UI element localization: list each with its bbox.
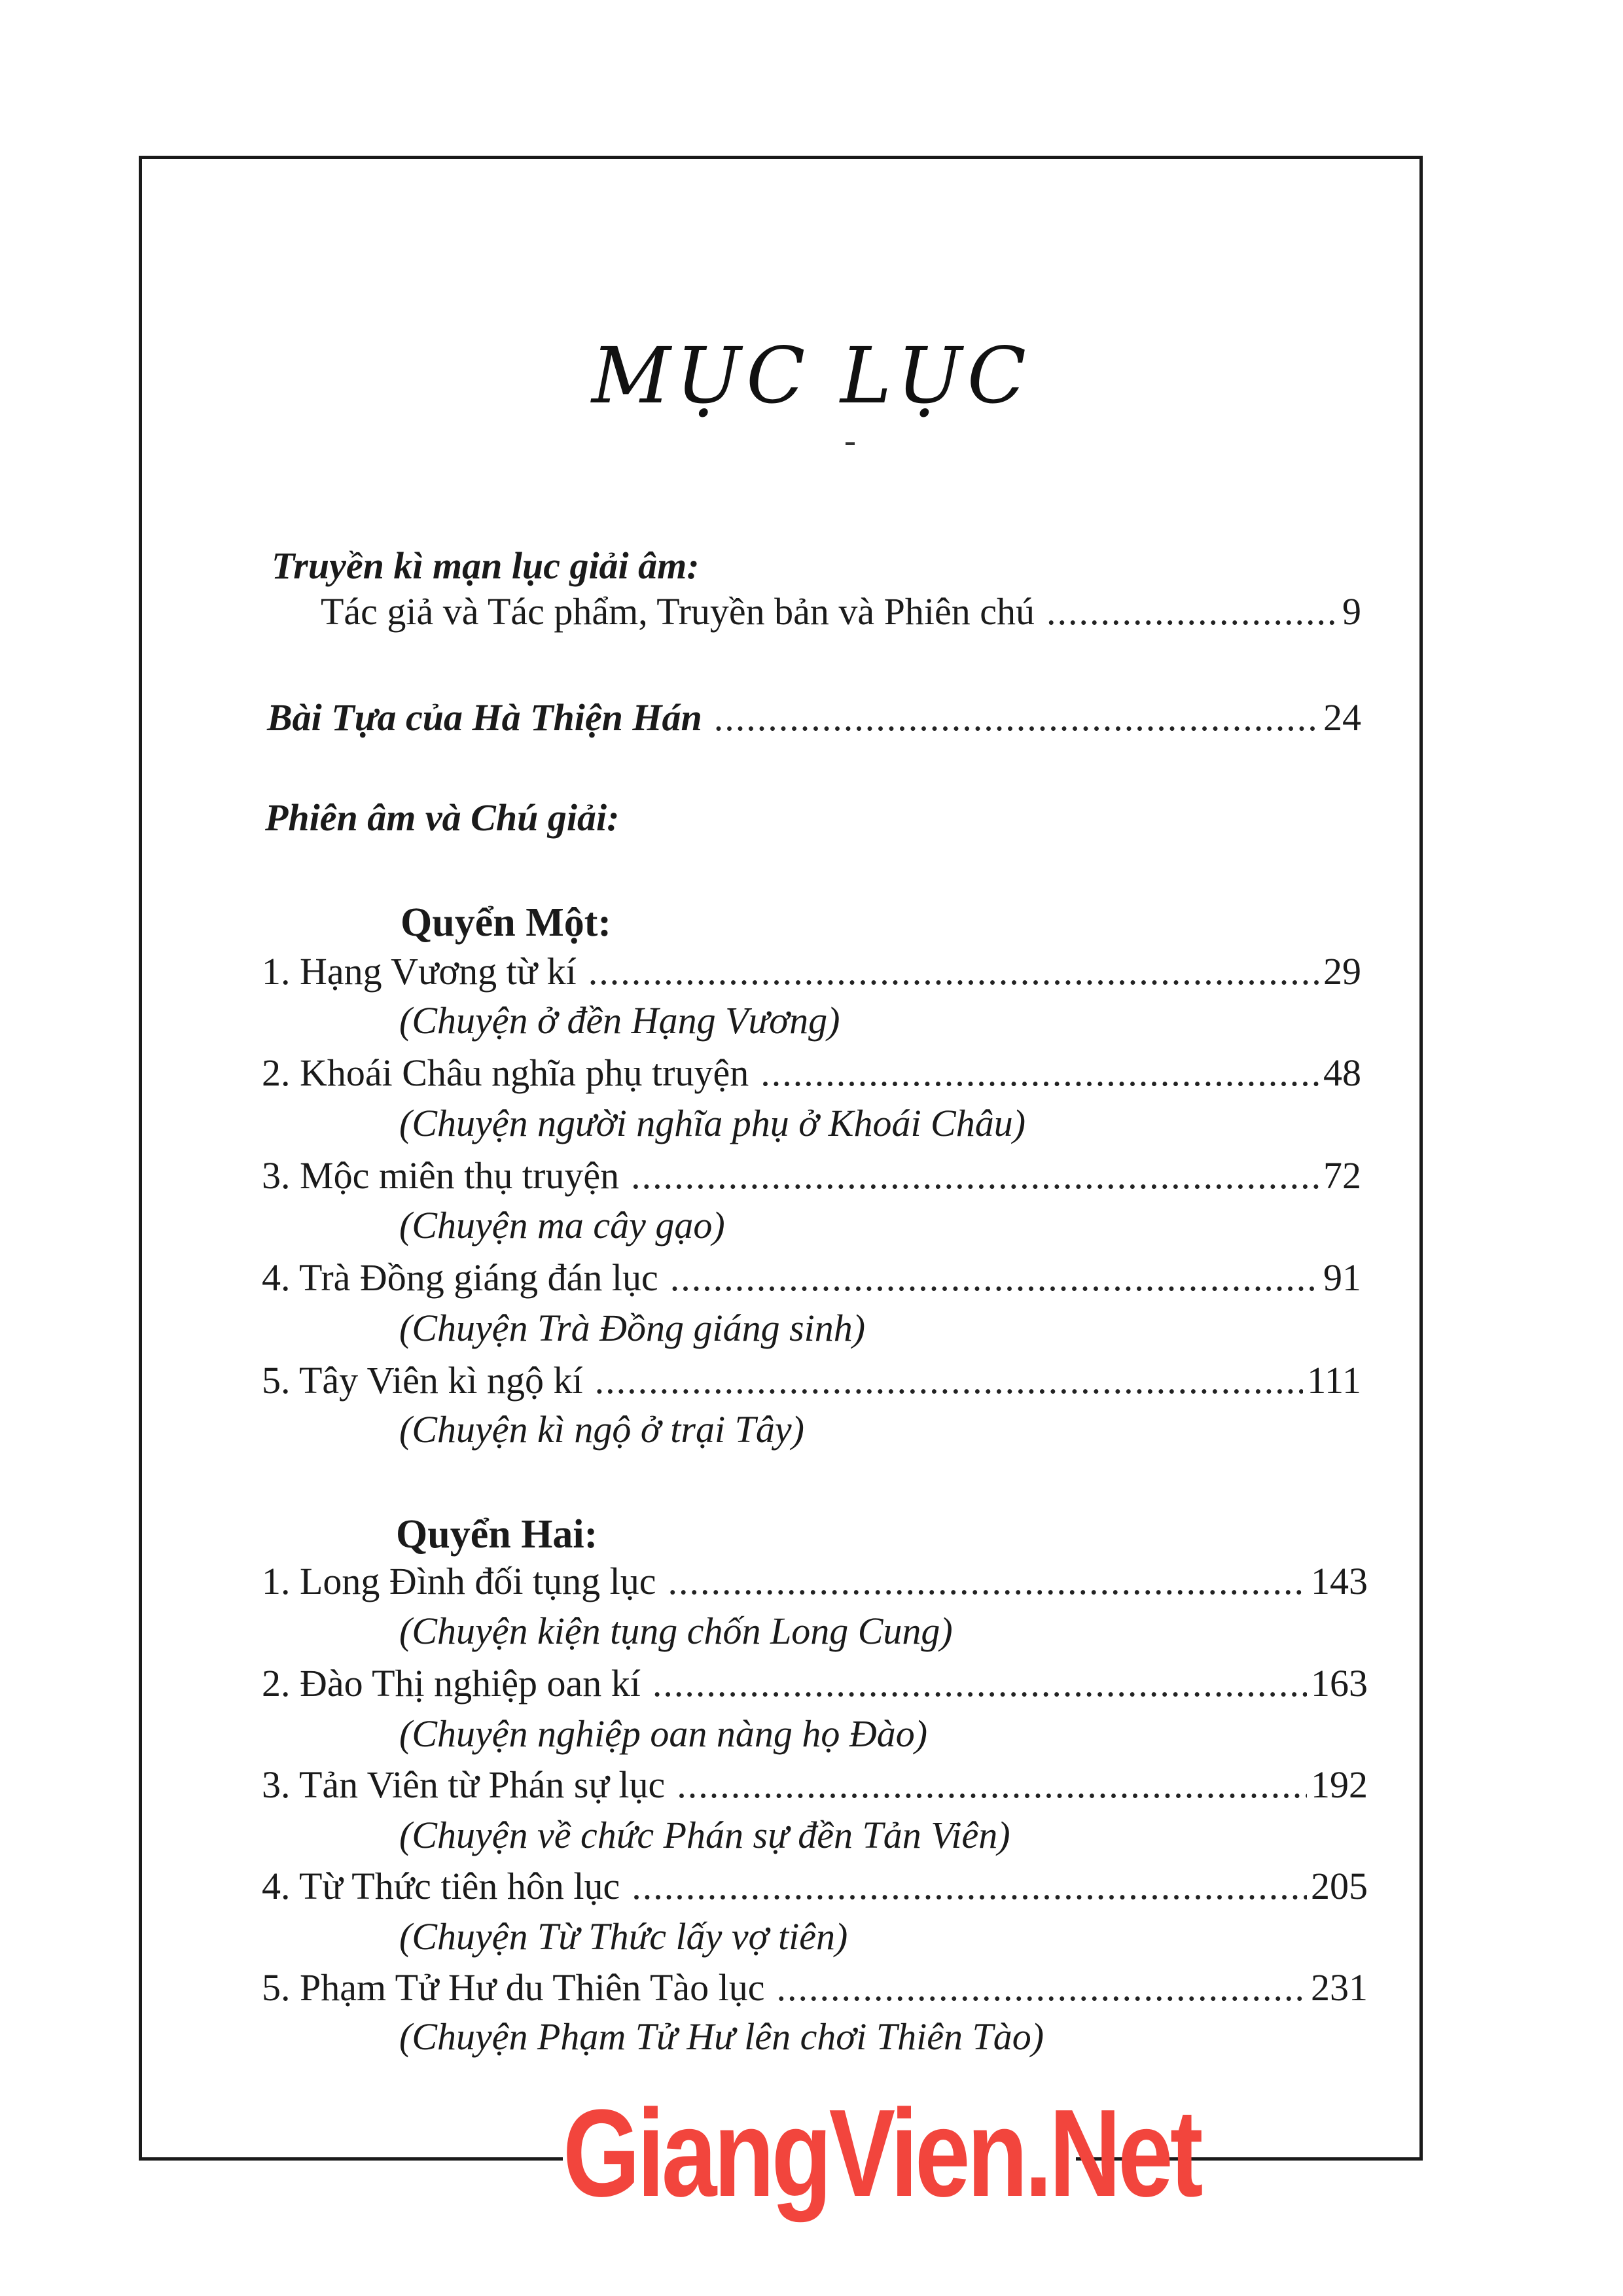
watermark-logo: GiangVien.Net — [563, 2084, 1200, 2223]
toc-entry-subtitle: (Chuyện kì ngộ ở trại Tây) — [399, 1408, 804, 1451]
book-two-heading: Quyển Hai: — [396, 1512, 598, 1557]
toc-entry-page: 24 — [1323, 696, 1361, 739]
toc-entry-page: 231 — [1311, 1966, 1368, 2009]
toc-entry-title: 1. Long Đình đối tụng lục — [262, 1560, 656, 1602]
title-ornament — [846, 442, 855, 445]
toc-entry-title: 1. Hạng Vương từ kí — [262, 950, 577, 993]
leader-dots — [714, 688, 1319, 747]
intro-heading: Truyền kì mạn lục giải âm: — [272, 544, 700, 587]
toc-entry-title: 2. Khoái Châu nghĩa phụ truyện — [262, 1051, 749, 1094]
toc-entry-page: 72 — [1323, 1154, 1361, 1197]
toc-entry-subtitle: (Chuyện Phạm Tử Hư lên chơi Thiên Tào) — [399, 2015, 1044, 2058]
toc-entry-title: 4. Từ Thức tiên hôn lục — [262, 1865, 620, 1907]
toc-entry-title: 3. Tản Viên từ Phán sự lục — [262, 1763, 666, 1806]
toc-entry-title: Tác giả và Tác phẩm, Truyền bản và Phiên chú — [321, 590, 1035, 633]
leader-dots — [631, 1146, 1319, 1205]
toc-entry-subtitle: (Chuyện ma cây gạo) — [399, 1204, 725, 1246]
toc-entry-title: Bài Tựa của Hà Thiện Hán — [267, 696, 702, 739]
page-title: MỤC LỤC — [591, 330, 1032, 421]
toc-entry-page: 9 — [1342, 590, 1361, 633]
toc-entry-subtitle: (Chuyện người nghĩa phụ ở Khoái Châu) — [399, 1102, 1026, 1144]
leader-dots — [1046, 582, 1338, 641]
toc-entry-page: 205 — [1311, 1865, 1368, 1907]
toc-entry-page: 111 — [1307, 1359, 1361, 1402]
toc-entry-title: 5. Phạm Tử Hư du Thiên Tào lục — [262, 1966, 765, 2009]
section-heading: Phiên âm và Chú giải: — [265, 796, 620, 839]
toc-entry-page: 48 — [1323, 1051, 1361, 1094]
toc-entry-page: 163 — [1311, 1662, 1368, 1704]
toc-entry-title: 2. Đào Thị nghiệp oan kí — [262, 1662, 641, 1704]
toc-entry-subtitle: (Chuyện nghiệp oan nàng họ Đào) — [399, 1712, 928, 1755]
toc-entry-subtitle: (Chuyện kiện tụng chốn Long Cung) — [399, 1610, 953, 1652]
toc-entry-title: 5. Tây Viên kì ngộ kí — [262, 1359, 583, 1402]
toc-entry-subtitle: (Chuyện ở đền Hạng Vương) — [399, 999, 840, 1042]
toc-entry-title: 4. Trà Đồng giáng đán lục — [262, 1256, 658, 1299]
toc-entry-title: 3. Mộc miên thụ truyện — [262, 1154, 620, 1197]
toc-entry-subtitle: (Chuyện Trà Đồng giáng sinh) — [399, 1307, 866, 1349]
toc-entry-page: 29 — [1323, 950, 1361, 993]
toc-entry-page: 192 — [1311, 1763, 1368, 1806]
toc-entry-preface[interactable] — [267, 688, 1361, 747]
toc-entry-page: 91 — [1323, 1256, 1361, 1299]
book-one-heading: Quyển Một: — [401, 900, 612, 945]
toc-entry-subtitle: (Chuyện về chức Phán sự đền Tản Viên) — [399, 1814, 1010, 1856]
toc-entry-page: 143 — [1311, 1560, 1368, 1602]
toc-entry-subtitle: (Chuyện Từ Thức lấy vợ tiên) — [399, 1915, 848, 1958]
toc-entry-intro[interactable] — [321, 582, 1361, 641]
